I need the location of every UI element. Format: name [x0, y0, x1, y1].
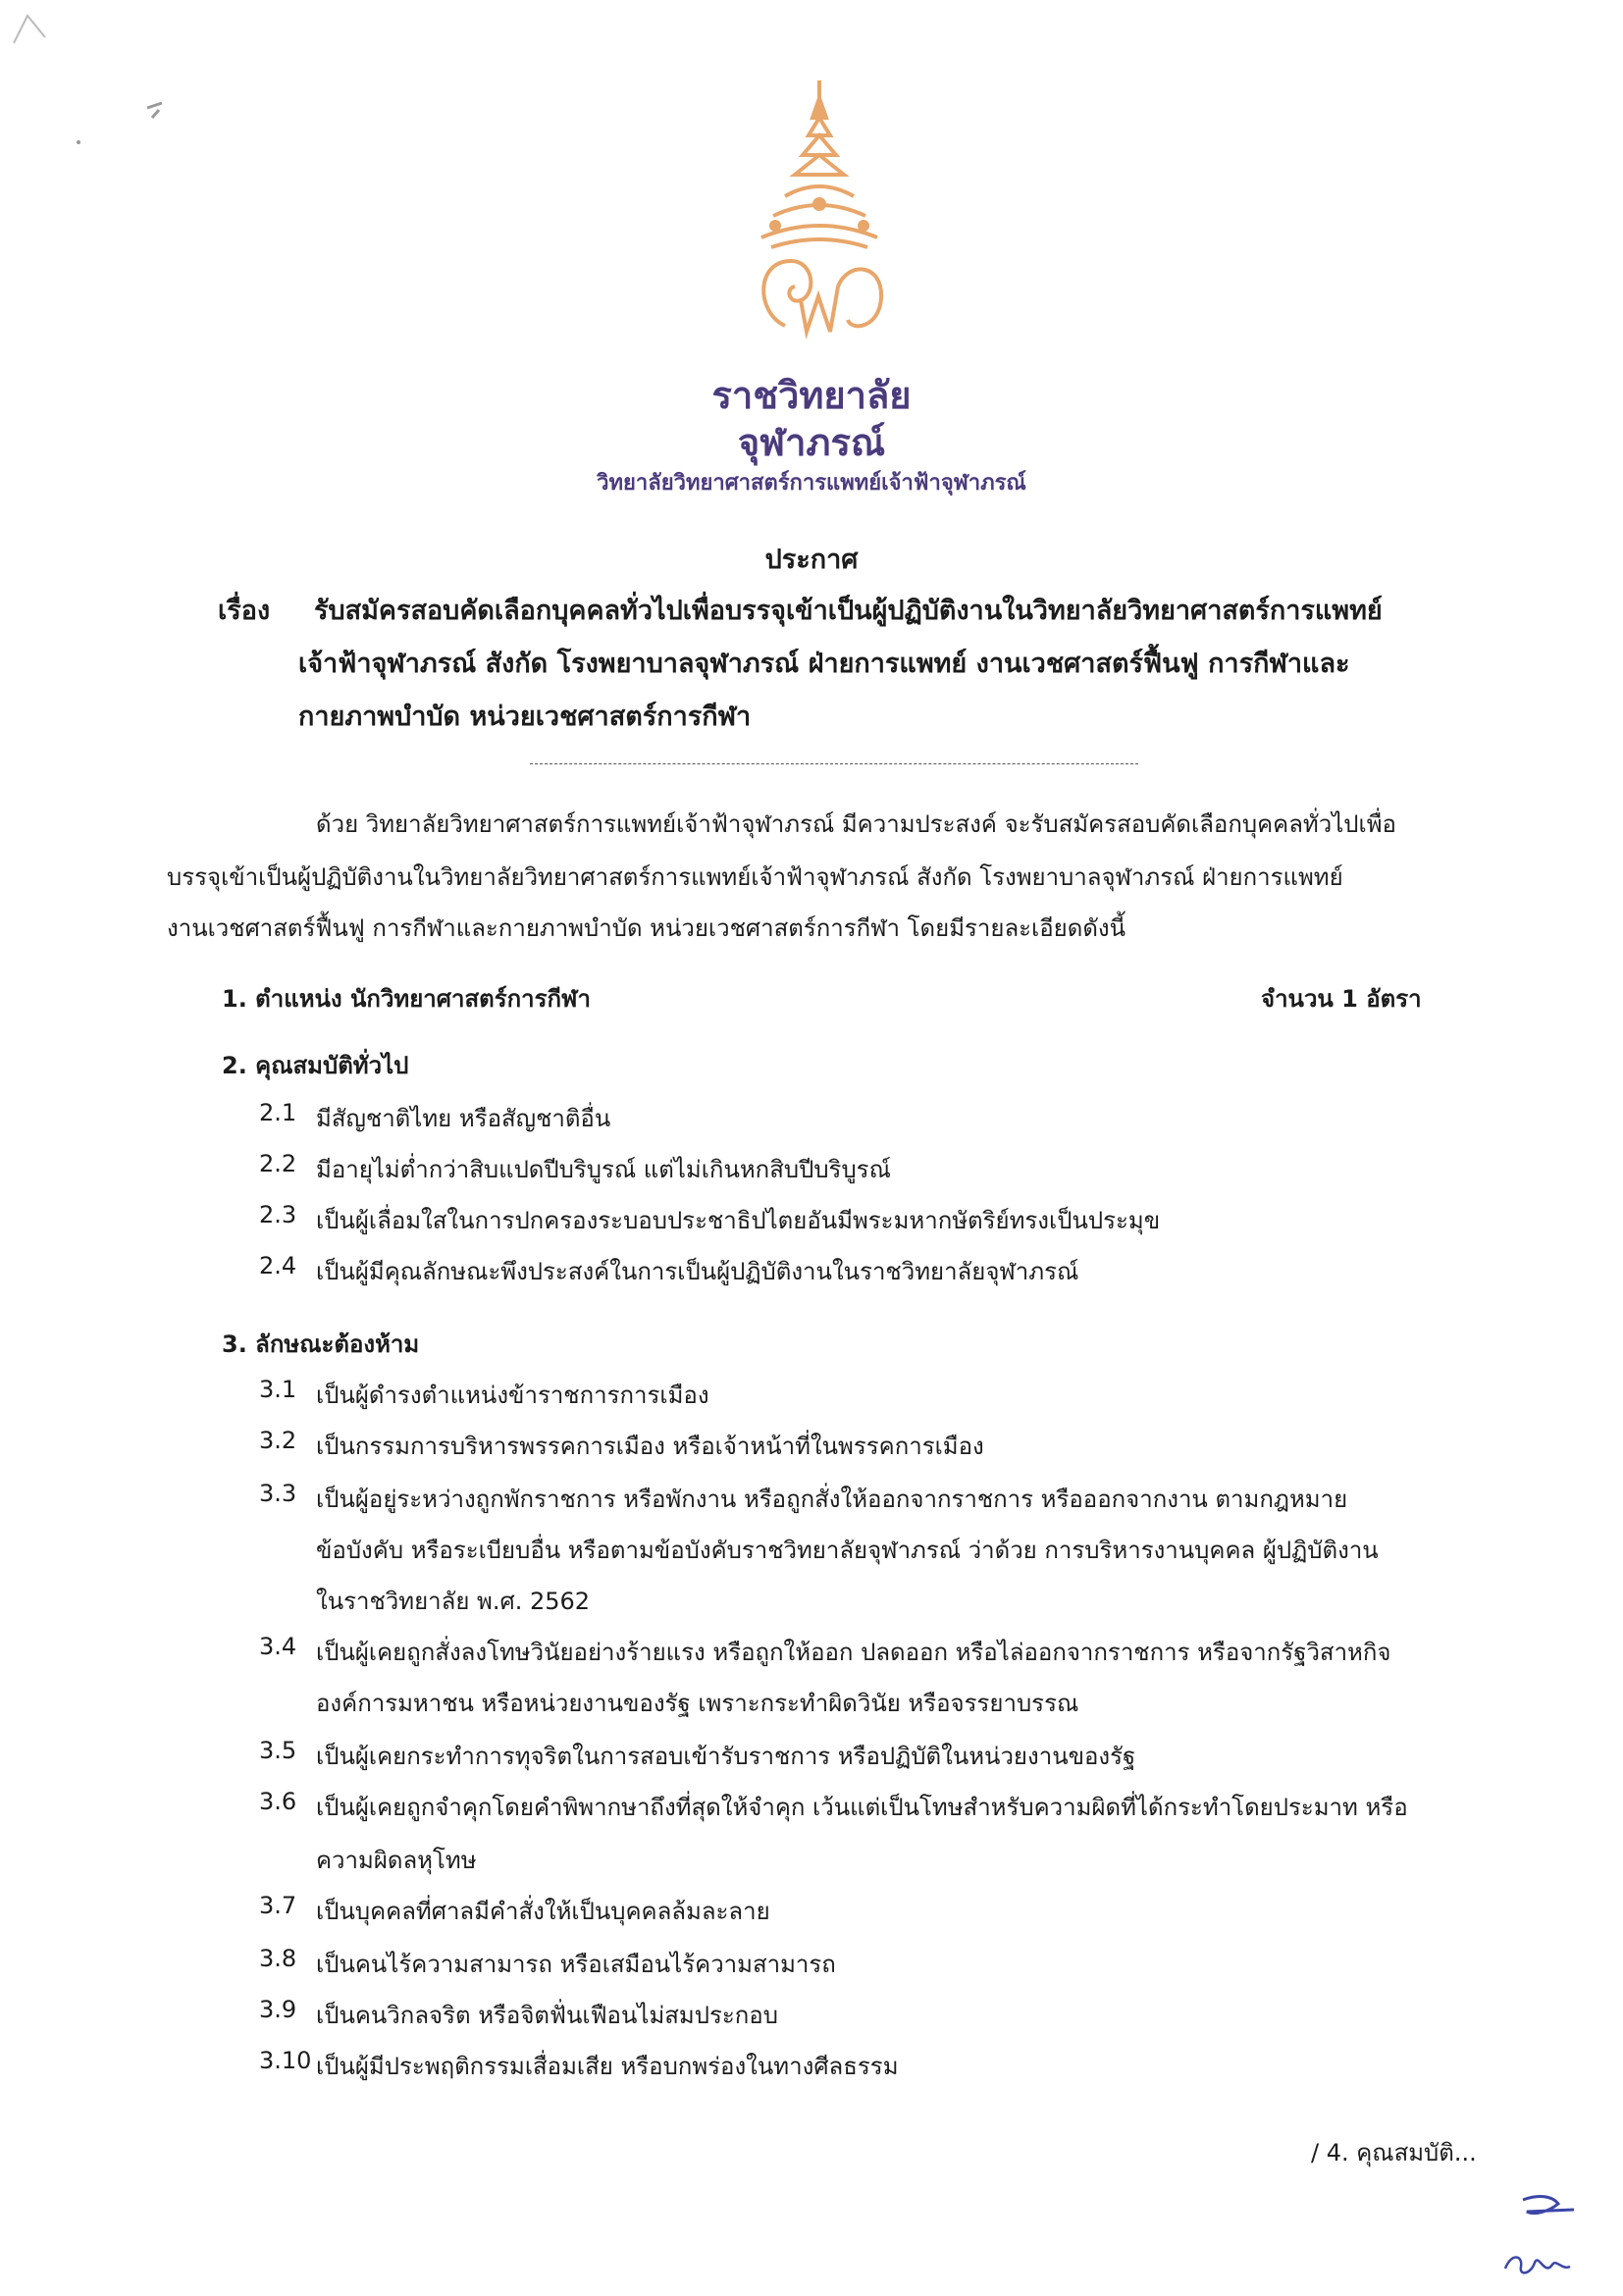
list-item: เป็นกรรมการบริหารพรรคการเมือง หรือเจ้าหน้าที่ในพรรคการเมือง [316, 1433, 984, 1460]
subject-line: กายภาพบำบัด หน่วยเวชศาสตร์การกีฬา [298, 702, 752, 732]
item-number: 3.2 [259, 1427, 297, 1454]
list-item: เป็นผู้เคยถูกจำคุกโดยคำพิพากษาถึงที่สุดให้จำคุก เว้นแต่เป็นโทษสำหรับความผิดที่ได้กระทำโดยประมาท หรือ [316, 1794, 1408, 1821]
item-number: 3.8 [259, 1945, 297, 1972]
item-number: 3.6 [259, 1788, 297, 1815]
list-item: เป็นผู้เคยถูกสั่งลงโทษวินัยอย่างร้ายแรง หรือถูกให้ออก ปลดออก หรือไล่ออกจากราชการ หรือจากรัฐวิสาหกิจ [316, 1639, 1391, 1666]
list-item: เป็นบุคคลที่ศาลมีคำสั่งให้เป็นบุคคลล้มละลาย [316, 1898, 770, 1925]
scan-mark-icon [69, 98, 167, 157]
section1-heading: 1. ตำแหน่ง นักวิทยาศาสตร์การกีฬา [222, 985, 591, 1013]
list-item: เป็นผู้ดำรงตำแหน่งข้าราชการการเมือง [316, 1382, 709, 1409]
intro-line: ด้วย วิทยาลัยวิทยาศาสตร์การแพทย์เจ้าฟ้าจุฬาภรณ์ มีความประสงค์ จะรับสมัครสอบคัดเลือกบุคคลทั่วไปเพื่อ [316, 810, 1396, 838]
list-item: เป็นคนวิกลจริต หรือจิตฟั่นเฟือนไม่สมประกอบ [316, 2002, 778, 2029]
continued-note: / 4. คุณสมบัติ... [1311, 2139, 1477, 2166]
list-item: เป็นผู้เคยกระทำการทุจริตในการสอบเข้ารับราชการ หรือปฏิบัติในหน่วยงานของรัฐ [316, 1743, 1136, 1770]
list-item-continued: ความผิดลหุโทษ [316, 1847, 477, 1874]
royal-crown-emblem-icon [746, 78, 893, 353]
list-item: มีอายุไม่ต่ำกว่าสิบแปดปีบริบูรณ์ แต่ไม่เกินหกสิบปีบริบูรณ์ [316, 1156, 891, 1183]
section2-heading: 2. คุณสมบัติทั่วไป [222, 1052, 409, 1079]
list-item: เป็นผู้เลื่อมใสในการปกครองระบอบประชาธิปไตยอันมีพระมหากษัตริย์ทรงเป็นประมุข [316, 1207, 1161, 1234]
item-number: 2.3 [259, 1201, 297, 1228]
item-number: 2.2 [259, 1150, 297, 1177]
list-item-continued: ในราชวิทยาลัย พ.ศ. 2562 [316, 1588, 591, 1615]
item-number: 3.10 [259, 2047, 312, 2074]
item-number: 3.4 [259, 1633, 297, 1660]
org-name-line2: จุฬาภรณ์ [737, 421, 886, 464]
item-number: 2.1 [259, 1099, 297, 1126]
document-type: ประกาศ [764, 545, 859, 575]
intro-line: บรรจุเข้าเป็นผู้ปฏิบัติงานในวิทยาลัยวิทยาศาสตร์การแพทย์เจ้าฟ้าจุฬาภรณ์ สังกัด โรงพยาบาลจุฬาภรณ์ ฝ่ายการแพทย์ [167, 863, 1343, 891]
section3-heading: 3. ลักษณะต้องห้าม [222, 1331, 420, 1358]
list-item: เป็นคนไร้ความสามารถ หรือเสมือนไร้ความสามารถ [316, 1951, 836, 1978]
divider [530, 763, 1138, 764]
scan-mark-icon [10, 10, 49, 49]
item-number: 3.5 [259, 1737, 297, 1764]
item-number: 2.4 [259, 1252, 297, 1279]
item-number: 3.1 [259, 1376, 297, 1403]
list-item: เป็นผู้มีคุณลักษณะพึงประสงค์ในการเป็นผู้ปฏิบัติงานในราชวิทยาลัยจุฬาภรณ์ [316, 1258, 1079, 1285]
item-number: 3.7 [259, 1892, 297, 1919]
item-number: 3.9 [259, 1996, 297, 2023]
org-name-line1: ราชวิทยาลัย [711, 374, 912, 417]
org-subtitle: วิทยาลัยวิทยาศาสตร์การแพทย์เจ้าฟ้าจุฬาภรณ์ [597, 471, 1026, 496]
list-item: มีสัญชาติไทย หรือสัญชาติอื่น [316, 1105, 611, 1132]
handwritten-signature-icon [1501, 2247, 1572, 2282]
subject-line: รับสมัครสอบคัดเลือกบุคคลทั่วไปเพื่อบรรจุเข้าเป็นผู้ปฏิบัติงานในวิทยาลัยวิทยาศาสตร์การแพทย์ [314, 596, 1383, 626]
subject-label: เรื่อง [218, 596, 271, 626]
list-item: เป็นผู้มีประพฤติกรรมเสื่อมเสีย หรือบกพร่องในทางศีลธรรม [316, 2053, 899, 2080]
list-item: เป็นผู้อยู่ระหว่างถูกพักราชการ หรือพักงาน หรือถูกสั่งให้ออกจากราชการ หรือออกจากงาน ตามกฎหมาย [316, 1486, 1348, 1513]
position-count: จำนวน 1 อัตรา [1261, 985, 1422, 1013]
list-item-continued: ข้อบังคับ หรือระเบียบอื่น หรือตามข้อบังคับราชวิทยาลัยจุฬาภรณ์ ว่าด้วย การบริหารงานบุคคล ผู้ปฏิบัติงาน [316, 1537, 1379, 1564]
intro-line: งานเวชศาสตร์ฟื้นฟู การกีฬาและกายภาพบำบัด หน่วยเวชศาสตร์การกีฬา โดยมีรายละเอียดดังนี้ [167, 914, 1126, 942]
item-number: 3.3 [259, 1480, 297, 1507]
subject-line: เจ้าฟ้าจุฬาภรณ์ สังกัด โรงพยาบาลจุฬาภรณ์ ฝ่ายการแพทย์ งานเวชศาสตร์ฟื้นฟู การกีฬาและ [298, 649, 1350, 679]
list-item-continued: องค์การมหาชน หรือหน่วยงานของรัฐ เพราะกระทำผิดวินัย หรือจรรยาบรรณ [316, 1690, 1079, 1717]
handwritten-initial-icon [1519, 2190, 1578, 2221]
